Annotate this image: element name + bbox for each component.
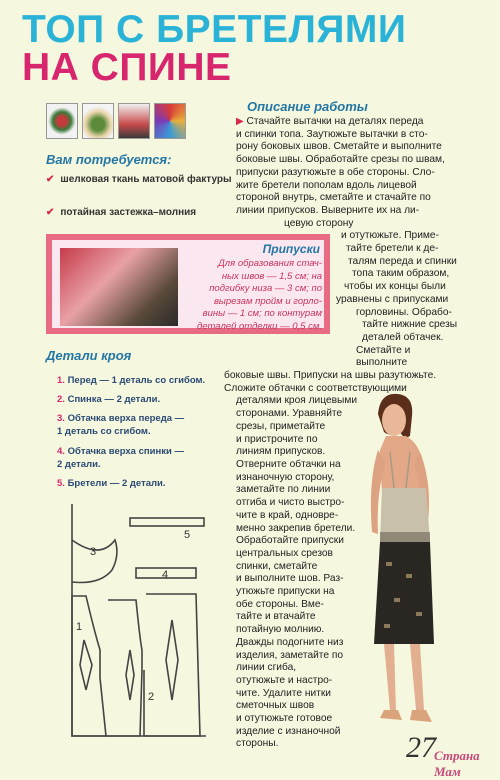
details-item: 4. Обтачка верха спинки — 2 детали. bbox=[57, 446, 184, 470]
description-line: и отутюжьте готовое bbox=[236, 713, 333, 725]
description-line: утюжьте припуски на bbox=[236, 586, 335, 598]
description-line: линии припусков. Выверните их на ли- bbox=[236, 204, 420, 216]
need-heading: Вам потребуется: bbox=[46, 152, 172, 167]
description-line: изделие с изнаночной bbox=[236, 725, 341, 737]
description-line: тайте и втачайте bbox=[236, 611, 316, 623]
description-line: чите. Удалите нитки bbox=[236, 687, 331, 699]
description-line: стороной внутрь, сметайте и стачайте по bbox=[236, 192, 431, 204]
description-line: спинки, сметайте bbox=[236, 560, 318, 572]
description-line: стороны. bbox=[236, 738, 279, 750]
watermark: Страна Мам bbox=[434, 748, 480, 779]
allowance-text: Для образования стач- ных швов — 1,5 см; на подгибку низа — 3 см; по вырезам пройм и горло- вины — 1 см; по контурам деталей отделки — 0,5 см. bbox=[197, 258, 322, 332]
description-line: сметочных швов bbox=[236, 700, 315, 712]
description-line: деталей обтачек. bbox=[362, 331, 444, 343]
check-icon: ✔ bbox=[46, 207, 55, 218]
model-photo bbox=[350, 392, 480, 728]
pattern-label-2: 2 bbox=[148, 691, 155, 703]
need-item: ✔ шелковая ткань матовой фактуры bbox=[46, 174, 232, 185]
description-line: Дважды подогните низ bbox=[236, 636, 344, 648]
allowance-heading: Припуски bbox=[262, 242, 320, 256]
pattern-label-5: 5 bbox=[184, 529, 191, 541]
description-line: отгиба и чисто выстро- bbox=[236, 497, 345, 509]
pattern-diagram bbox=[60, 500, 210, 740]
title-word-top: ТОП С bbox=[22, 8, 145, 51]
description-line: Обработайте припуски bbox=[236, 535, 344, 547]
description-line: и спинки топа. Заутюжьте вытачки в сто- bbox=[236, 128, 428, 140]
description-line: линиям припусков. bbox=[236, 446, 326, 458]
description-line: ▶ Стачайте вытачки на деталях переда bbox=[236, 116, 424, 127]
title-line-2: НА СПИНЕ bbox=[22, 46, 232, 89]
description-line: изделия, заметайте по bbox=[236, 649, 344, 661]
pattern-piece-2 bbox=[106, 600, 142, 736]
pattern-label-1: 1 bbox=[76, 621, 83, 633]
description-line: менно закрепив бретели. bbox=[236, 522, 356, 534]
title-word-straps: БРЕТЕЛЯМИ bbox=[156, 8, 407, 51]
description-line: тайте нижние срезы bbox=[362, 319, 458, 331]
pattern-piece-1 bbox=[72, 596, 106, 736]
thumb-pins bbox=[118, 103, 150, 139]
description-line: рону боковых швов. Сметайте и выполните bbox=[236, 141, 442, 153]
description-line: сторонами. Уравняйте bbox=[236, 408, 343, 420]
description-line: срезы, приметайте bbox=[236, 420, 326, 432]
description-line: и пристрочите по bbox=[236, 433, 318, 445]
description-line: чите в край, одновре- bbox=[236, 509, 339, 521]
title-line-1 bbox=[22, 10, 406, 50]
page-number: 27 bbox=[406, 731, 436, 764]
description-heading: Описание работы bbox=[247, 99, 368, 114]
description-line: боковые швы. Припуски на швы разутюжьте. bbox=[224, 370, 437, 382]
description-line: деталями кроя лицевыми bbox=[236, 395, 358, 407]
arrow-bullet-icon: ▶ bbox=[236, 116, 247, 127]
description-line: линии сгиба, bbox=[236, 662, 297, 674]
description-line: горловины. Обрабо- bbox=[356, 306, 452, 318]
pattern-piece-5 bbox=[130, 518, 204, 526]
pattern-label-3: 3 bbox=[90, 546, 97, 558]
description-line: жите бретели пополам вдоль лицевой bbox=[236, 179, 417, 191]
description-line: тайте бретели к де- bbox=[346, 243, 439, 255]
description-line: изнаночную сторону, bbox=[236, 471, 335, 483]
details-item: 2. Спинка — 2 детали. bbox=[57, 394, 161, 405]
description-line: и выполните шов. Раз- bbox=[236, 573, 344, 585]
thumb-spool bbox=[82, 103, 114, 139]
thumb-threads bbox=[154, 103, 186, 139]
details-item: 3. Обтачка верха переда — 1 деталь со сгибом. bbox=[57, 413, 185, 437]
description-line: центральных срезов bbox=[236, 547, 333, 559]
description-line: отутюжьте и настро- bbox=[236, 674, 333, 686]
description-line: потайную молнию. bbox=[236, 624, 325, 636]
thumb-fabric bbox=[46, 103, 78, 139]
details-heading: Детали кроя bbox=[46, 348, 132, 363]
description-line: цевую сторону bbox=[284, 217, 354, 229]
description-line: боковые швы. Обработайте срезы по швам, bbox=[236, 154, 445, 166]
details-item: 5. Бретели — 2 детали. bbox=[57, 478, 166, 489]
description-line: чтобы их концы были bbox=[344, 281, 446, 293]
description-line: обе стороны. Вме- bbox=[236, 598, 324, 610]
description-line: Сложите обтачки с соответствующими bbox=[224, 382, 407, 394]
description-line: припуски разутюжьте в обе стороны. Сло- bbox=[236, 166, 435, 178]
pattern-label-4: 4 bbox=[162, 569, 169, 581]
description-line: заметайте по линии bbox=[236, 484, 331, 496]
description-line: топа таким образом, bbox=[352, 268, 450, 280]
description-line: талям переда и спинки bbox=[348, 255, 457, 267]
description-line: Отверните обтачки на bbox=[236, 458, 341, 470]
description-line: и отутюжьте. Приме- bbox=[341, 230, 439, 242]
fabric-photo bbox=[60, 248, 178, 326]
description-line: уравнены с припусками bbox=[336, 293, 449, 305]
description-line: Сметайте и выполните bbox=[356, 344, 411, 369]
check-icon: ✔ bbox=[46, 174, 55, 185]
details-item: 1. Перед — 1 деталь со сгибом. bbox=[57, 375, 206, 386]
need-item: ✔ потайная застежка–молния bbox=[46, 207, 197, 218]
